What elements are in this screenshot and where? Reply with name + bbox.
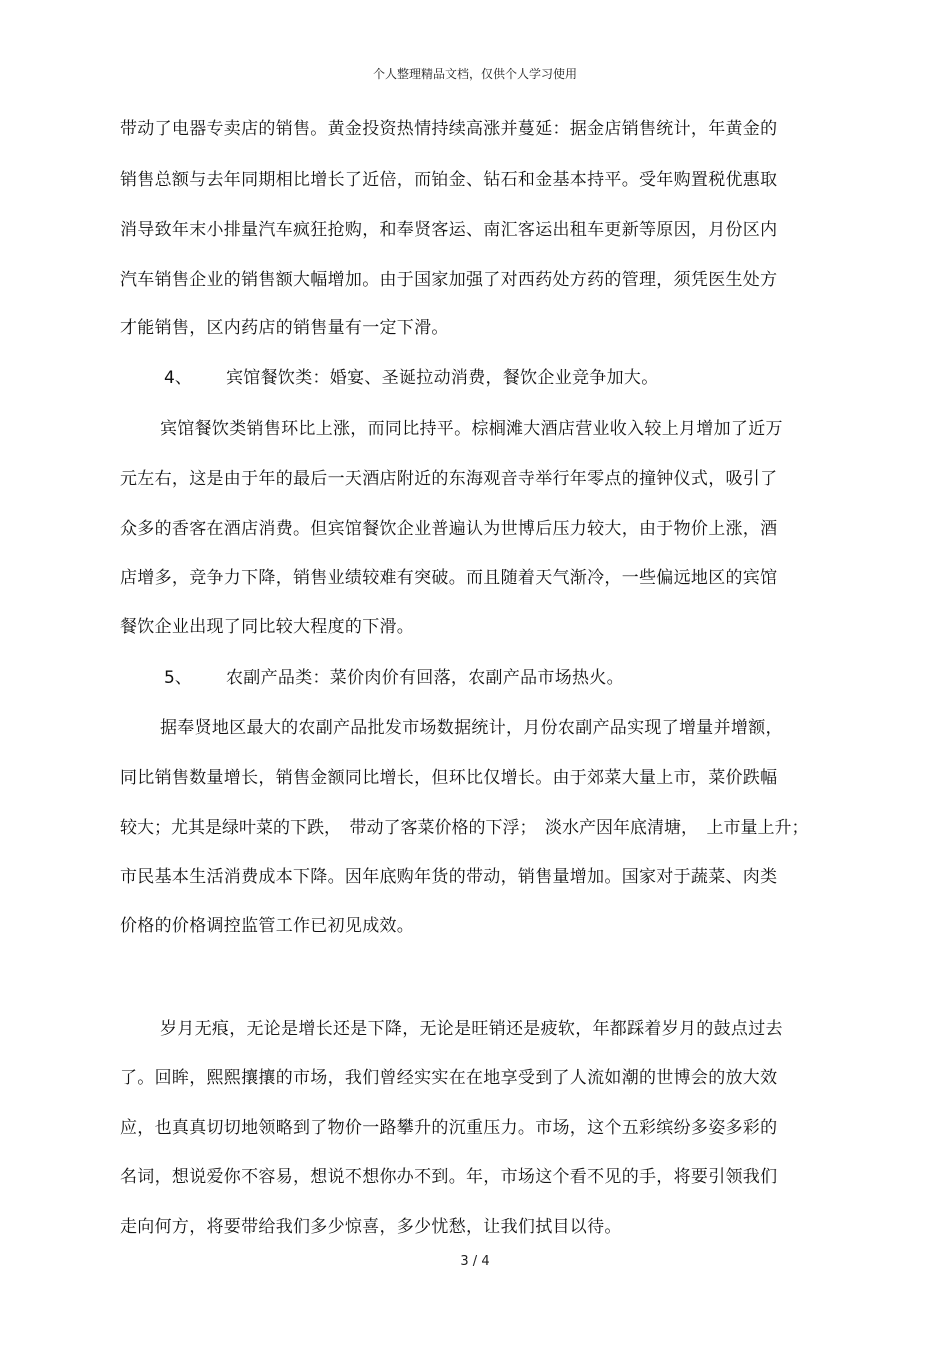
paragraph-2-line-2: 元左右，这是由于年的最后一天酒店附近的东海观音寺举行年零点的撞钟仪式，吸引了 <box>120 469 778 489</box>
paragraph-4-line-5: 走向何方，将要带给我们多少惊喜，多少忧愁，让我们拭目以待。 <box>120 1217 622 1237</box>
paragraph-1-line-1: 带动了电器专卖店的销售。黄金投资热情持续高涨并蔓延：据金店销售统计，年黄金的 <box>120 119 778 139</box>
paragraph-3-line-3: 较大；尤其是绿叶菜的下跌， 带动了客菜价格的下浮； 淡水产因年底清塘， 上市量上升； <box>120 818 809 838</box>
paragraph-1-line-2: 销售总额与去年同期相比增长了近倍，而铂金、钻石和金基本持平。受年购置税优惠取 <box>120 170 778 190</box>
item-5-number: 5、 <box>164 668 192 688</box>
paragraph-3-line-4: 市民基本生活消费成本下降。因年底购年货的带动，销售量增加。国家对于蔬菜、肉类 <box>120 867 778 887</box>
paragraph-1-line-4: 汽车销售企业的销售额大幅增加。由于国家加强了对西药处方药的管理，须凭医生处方 <box>120 270 778 290</box>
paragraph-4-line-3: 应，也真真切切地领略到了物价一路攀升的沉重压力。市场，这个五彩缤纷多姿多彩的 <box>120 1118 778 1138</box>
paragraph-3-line-2: 同比销售数量增长，销售金额同比增长，但环比仅增长。由于郊菜大量上市，菜价跌幅 <box>120 768 778 788</box>
paragraph-4-line-2: 了。回眸，熙熙攘攘的市场，我们曾经实实在在地享受到了人流如潮的世博会的放大效 <box>120 1068 778 1088</box>
paragraph-2-line-1: 宾馆餐饮类销售环比上涨，而同比持平。棕榈滩大酒店营业收入较上月增加了近万 <box>160 419 783 439</box>
paragraph-2-line-5: 餐饮企业出现了同比较大程度的下滑。 <box>120 617 415 637</box>
page-number: 3 / 4 <box>460 1254 490 1269</box>
item-4-number: 4、 <box>164 368 192 388</box>
item-4-heading: 宾馆餐饮类：婚宴、圣诞拉动消费，餐饮企业竞争加大。 <box>226 368 659 388</box>
item-5-heading: 农副产品类：菜价肉价有回落，农副产品市场热火。 <box>226 668 624 688</box>
page-header: 个人整理精品文档，仅供个人学习使用 <box>372 67 577 81</box>
paragraph-3-line-1: 据奉贤地区最大的农副产品批发市场数据统计，月份农副产品实现了增量并增额， <box>160 718 783 738</box>
paragraph-1-line-3: 消导致年末小排量汽车疯狂抢购，和奉贤客运、南汇客运出租车更新等原因，月份区内 <box>120 220 778 240</box>
paragraph-3-line-5: 价格的价格调控监管工作已初见成效。 <box>120 916 415 936</box>
paragraph-4-line-4: 名词，想说爱你不容易，想说不想你办不到。年，市场这个看不见的手，将要引领我们 <box>120 1167 778 1187</box>
paragraph-2-line-4: 店增多，竞争力下降，销售业绩较难有突破。而且随着天气渐冷，一些偏远地区的宾馆 <box>120 568 778 588</box>
paragraph-2-line-3: 众多的香客在酒店消费。但宾馆餐饮企业普遍认为世博后压力较大，由于物价上涨，酒 <box>120 519 778 539</box>
paragraph-1-line-5: 才能销售，区内药店的销售量有一定下滑。 <box>120 318 449 338</box>
paragraph-4-line-1: 岁月无痕，无论是增长还是下降，无论是旺销还是疲软，年都踩着岁月的鼓点过去 <box>160 1019 783 1039</box>
